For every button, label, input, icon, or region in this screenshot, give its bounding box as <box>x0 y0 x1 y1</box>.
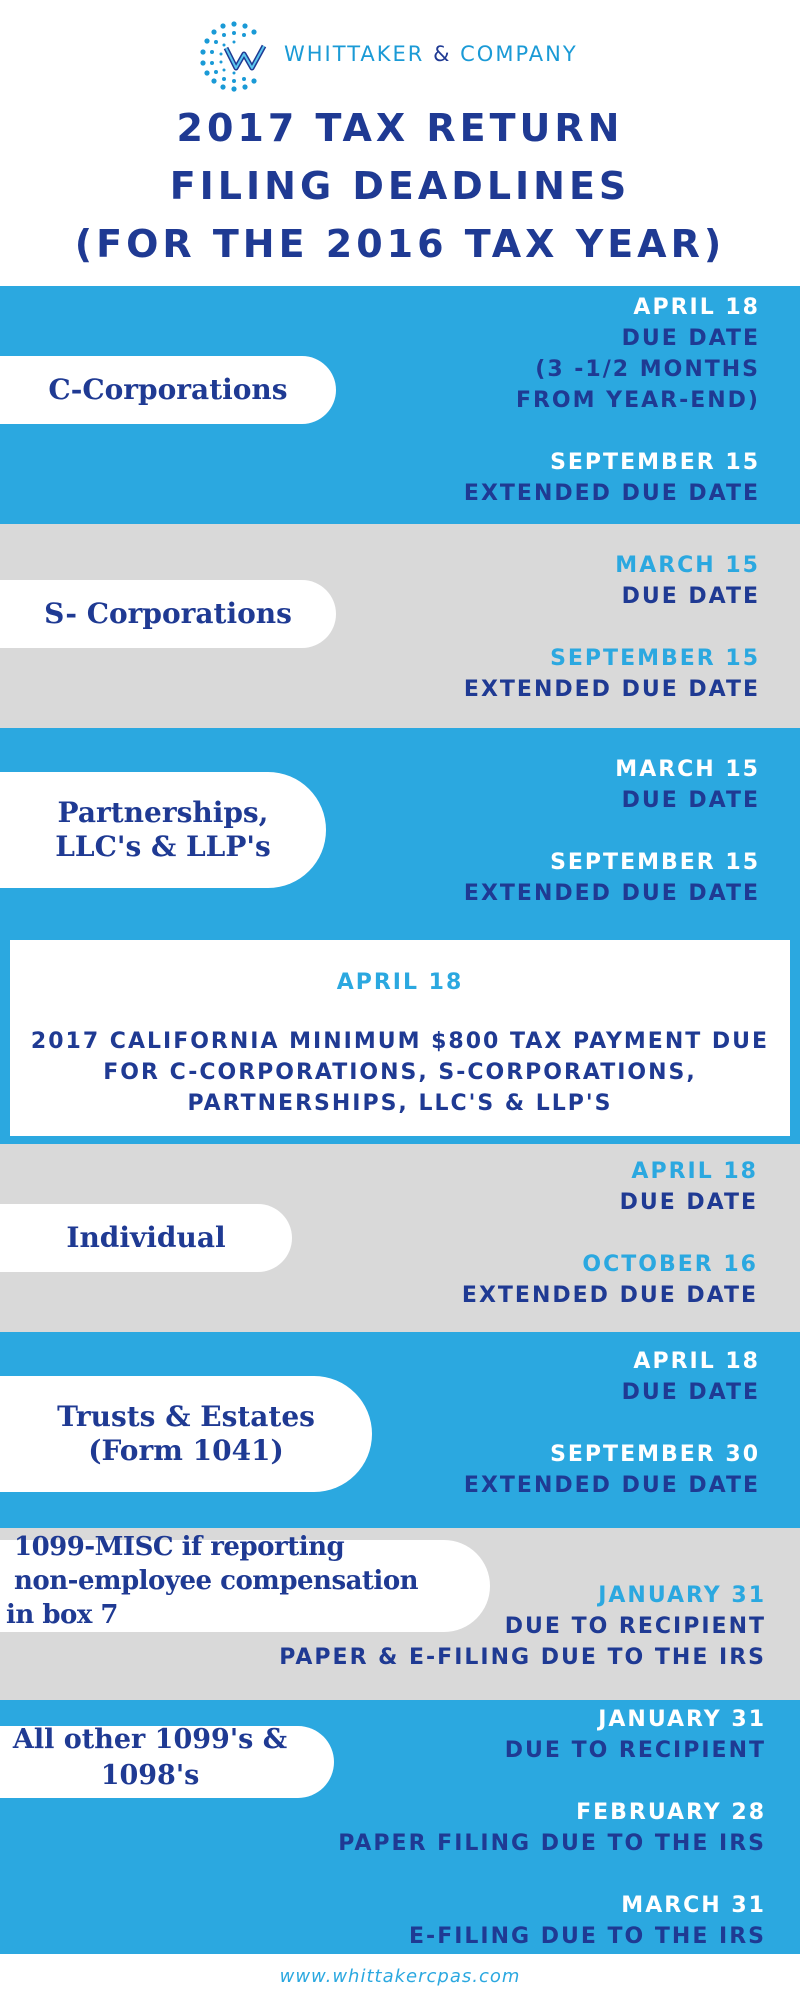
misc-1099-irs-label: PAPER & E-FILING DUE TO THE IRS <box>279 1645 766 1670</box>
individual-due-date: APRIL 18 <box>631 1159 758 1184</box>
company-logo-icon <box>196 18 272 94</box>
individual-due-label: DUE DATE <box>619 1190 758 1215</box>
other-1099-recipient-date: JANUARY 31 <box>598 1707 766 1732</box>
s-corp-extended-date: SEPTEMBER 15 <box>550 646 760 671</box>
s-corp-due-label: DUE DATE <box>621 584 760 609</box>
california-box <box>10 940 790 1136</box>
misc-1099-entity-line3: in box 7 <box>6 1600 118 1630</box>
individual-dates <box>462 1156 758 1311</box>
s-corp-entity: S- Corporations <box>44 597 292 631</box>
individual-entity-pill <box>0 1204 292 1272</box>
footer-website-link[interactable]: www.whittakercpas.com <box>279 1966 521 1987</box>
company-name-part2: COMPANY <box>460 42 578 66</box>
partnerships-due-label: DUE DATE <box>621 788 760 813</box>
trusts-entity-line1: Trusts & Estates <box>57 1400 315 1434</box>
c-corp-entity-pill <box>0 356 336 424</box>
other-1099-efile-date: MARCH 31 <box>621 1893 766 1918</box>
partnerships-due-date: MARCH 15 <box>615 757 760 782</box>
other-1099-paper-date: FEBRUARY 28 <box>576 1800 766 1825</box>
c-corp-extended-date: SEPTEMBER 15 <box>550 450 760 475</box>
partnerships-extended-date: SEPTEMBER 15 <box>550 850 760 875</box>
other-1099-entity <box>0 1722 300 1794</box>
partnerships-entity-pill <box>0 772 326 888</box>
trusts-entity-pill <box>0 1376 372 1492</box>
trusts-extended-label: EXTENDED DUE DATE <box>463 1473 760 1498</box>
c-corp-entity: C-Corporations <box>48 373 288 407</box>
misc-1099-entity-line2: non-employee compensation <box>14 1566 419 1596</box>
company-name-amp: & <box>424 42 461 66</box>
misc-1099-due-date: JANUARY 31 <box>598 1583 766 1608</box>
individual-entity: Individual <box>66 1221 226 1255</box>
s-corp-due-date: MARCH 15 <box>615 553 760 578</box>
california-due-date: APRIL 18 <box>336 970 464 995</box>
other-1099-paper-label: PAPER FILING DUE TO THE IRS <box>338 1831 766 1856</box>
california-description <box>10 1026 790 1119</box>
c-corp-extended-label: EXTENDED DUE DATE <box>463 481 760 506</box>
c-corp-dates <box>464 292 760 509</box>
s-corp-dates <box>464 550 760 705</box>
trusts-due-date: APRIL 18 <box>633 1349 760 1374</box>
c-corp-due-note2: FROM YEAR-END) <box>515 388 760 413</box>
partnerships-entity-line1: Partnerships, <box>57 796 269 830</box>
company-name-part1: WHITTAKER <box>284 42 425 66</box>
title-line1: 2017 TAX RETURN <box>176 106 624 150</box>
s-corp-extended-label: EXTENDED DUE DATE <box>463 677 760 702</box>
trusts-due-label: DUE DATE <box>621 1380 760 1405</box>
california-line3: PARTNERSHIPS, LLC'S & LLP'S <box>187 1091 613 1116</box>
c-corp-due-note1: (3 -1/2 MONTHS <box>535 357 760 382</box>
title-line3: (FOR THE 2016 TAX YEAR) <box>74 222 726 266</box>
other-1099-entity-line2: 1098's <box>100 1760 200 1791</box>
partnerships-extended-label: EXTENDED DUE DATE <box>463 881 760 906</box>
california-line2: FOR C-CORPORATIONS, S-CORPORATIONS, <box>103 1060 697 1085</box>
california-line1: 2017 CALIFORNIA MINIMUM $800 TAX PAYMENT DUE <box>30 1029 770 1054</box>
trusts-dates <box>464 1346 760 1501</box>
misc-1099-entity-line1: 1099-MISC if reporting <box>14 1532 345 1562</box>
other-1099-entity-line1: All other 1099's & <box>12 1724 288 1755</box>
title-line2: FILING DEADLINES <box>169 164 631 208</box>
individual-extended-label: EXTENDED DUE DATE <box>461 1283 758 1308</box>
other-1099-efile-label: E-FILING DUE TO THE IRS <box>409 1924 766 1949</box>
misc-1099-recipient-label: DUE TO RECIPIENT <box>504 1614 766 1639</box>
other-1099-recipient-label: DUE TO RECIPIENT <box>504 1738 766 1763</box>
s-corp-entity-pill <box>0 580 336 648</box>
trusts-extended-date: SEPTEMBER 30 <box>550 1442 760 1467</box>
misc-1099-dates <box>279 1580 766 1673</box>
partnerships-dates <box>464 754 760 909</box>
c-corp-due-label: DUE DATE <box>621 326 760 351</box>
c-corp-due-date: APRIL 18 <box>633 295 760 320</box>
individual-extended-date: OCTOBER 16 <box>582 1252 758 1277</box>
trusts-entity-line2: (Form 1041) <box>88 1434 284 1467</box>
partnerships-entity-line2: LLC's & LLP's <box>55 830 271 863</box>
other-1099-dates <box>338 1704 766 1952</box>
company-name <box>284 42 578 66</box>
